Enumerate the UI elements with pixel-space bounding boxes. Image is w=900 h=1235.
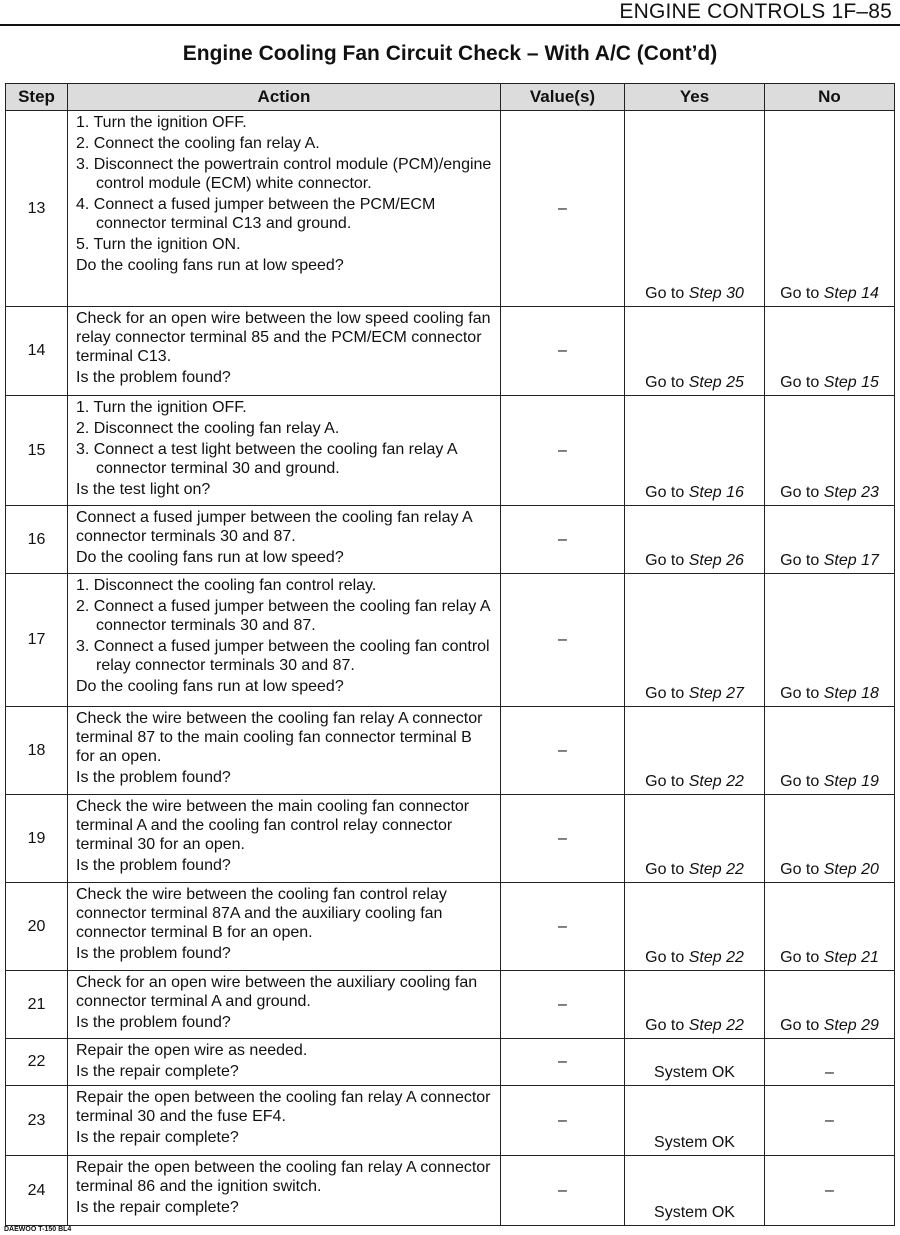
value-cell: –	[501, 574, 625, 707]
document-footer-code: DAEWOO T-150 BL4	[4, 1226, 72, 1233]
yes-step-ref: Step 26	[688, 552, 744, 569]
action-instruction: 2. Connect the cooling fan relay A.	[76, 135, 320, 152]
no-step-ref: Step 29	[823, 1017, 879, 1034]
header-rule	[0, 24, 900, 26]
action-instruction: Check the wire between the main cooling fan connector terminal A and the cooling fan control relay connector terminal 30 for an open.	[76, 798, 470, 853]
yes-step-ref: Step 22	[688, 949, 744, 966]
action-question: Do the cooling fans run at low speed?	[76, 257, 344, 274]
yes-cell	[625, 1156, 765, 1226]
yes-cell	[625, 883, 765, 971]
action-question: Is the repair complete?	[76, 1129, 239, 1146]
no-cell	[765, 707, 895, 795]
column-header-yes: Yes	[625, 84, 765, 111]
yes-cell	[625, 1039, 765, 1086]
value-cell: –	[501, 883, 625, 971]
no-prefix: –	[825, 1064, 834, 1081]
action-cell	[68, 971, 501, 1039]
yes-prefix: System OK	[654, 1064, 735, 1081]
yes-prefix: Go to	[645, 484, 689, 501]
yes-prefix: System OK	[654, 1204, 735, 1221]
no-cell	[765, 1086, 895, 1156]
action-instruction: Connect a fused jumper between the cooling fan relay A connector terminals 30 and 87.	[76, 509, 472, 545]
table-row	[6, 1086, 895, 1156]
action-instruction: 5. Turn the ignition ON.	[76, 236, 241, 253]
header-section-title: ENGINE CONTROLS 1F–85	[619, 0, 892, 23]
step-number: 19	[6, 795, 68, 883]
column-header-step: Step	[6, 84, 68, 111]
yes-cell	[625, 971, 765, 1039]
action-instruction: 1. Turn the ignition OFF.	[76, 399, 247, 416]
table-row	[6, 795, 895, 883]
action-instruction: Repair the open between the cooling fan relay A connector terminal 30 and the fuse EF4.	[76, 1089, 491, 1125]
yes-prefix: Go to	[645, 861, 689, 878]
value-cell: –	[501, 111, 625, 307]
action-instruction: 3. Connect a fused jumper between the cooling fan control relay connector terminals 30 and 87.	[76, 638, 490, 674]
action-instruction: 2. Disconnect the cooling fan relay A.	[76, 420, 340, 437]
no-prefix: Go to	[780, 861, 824, 878]
no-cell	[765, 1156, 895, 1226]
action-question: Is the problem found?	[76, 945, 231, 962]
no-cell	[765, 971, 895, 1039]
no-cell	[765, 506, 895, 574]
action-cell	[68, 795, 501, 883]
table-row	[6, 1039, 895, 1086]
step-number: 18	[6, 707, 68, 795]
yes-step-ref: Step 27	[688, 685, 744, 702]
no-step-ref: Step 21	[823, 949, 879, 966]
table-row	[6, 883, 895, 971]
action-instruction: 1. Turn the ignition OFF.	[76, 114, 247, 131]
no-cell	[765, 1039, 895, 1086]
page-header	[0, 0, 900, 26]
no-prefix: –	[825, 1181, 834, 1199]
yes-prefix: Go to	[645, 374, 689, 391]
table-row	[6, 307, 895, 396]
value-cell: –	[501, 506, 625, 574]
step-number: 16	[6, 506, 68, 574]
yes-cell	[625, 396, 765, 506]
action-cell	[68, 506, 501, 574]
no-step-ref: Step 20	[823, 861, 879, 878]
column-header-action: Action	[68, 84, 501, 111]
no-step-ref: Step 15	[823, 374, 879, 391]
yes-cell	[625, 707, 765, 795]
no-cell	[765, 574, 895, 707]
column-header-values: Value(s)	[501, 84, 625, 111]
step-number: 23	[6, 1086, 68, 1156]
yes-prefix: Go to	[645, 685, 689, 702]
page-title: Engine Cooling Fan Circuit Check – With A/C (Cont’d)	[182, 42, 718, 65]
value-cell: –	[501, 795, 625, 883]
yes-step-ref: Step 16	[688, 484, 744, 501]
no-prefix: Go to	[780, 484, 824, 501]
action-cell	[68, 1156, 501, 1226]
value-cell: –	[501, 307, 625, 396]
no-cell	[765, 795, 895, 883]
action-question: Is the problem found?	[76, 857, 231, 874]
yes-step-ref: Step 25	[688, 374, 744, 391]
no-step-ref: Step 18	[823, 685, 879, 702]
table-row	[6, 574, 895, 707]
no-step-ref: Step 17	[823, 552, 879, 569]
yes-step-ref: Step 22	[688, 861, 744, 878]
no-cell	[765, 307, 895, 396]
action-question: Is the repair complete?	[76, 1063, 239, 1080]
action-cell	[68, 1039, 501, 1086]
yes-prefix: Go to	[645, 1017, 689, 1034]
step-number: 20	[6, 883, 68, 971]
yes-cell	[625, 795, 765, 883]
action-cell	[68, 396, 501, 506]
no-prefix: Go to	[780, 552, 824, 569]
yes-prefix: Go to	[645, 285, 689, 302]
yes-cell	[625, 1086, 765, 1156]
step-number: 21	[6, 971, 68, 1039]
action-instruction: 1. Disconnect the cooling fan control relay.	[76, 577, 377, 594]
no-prefix: –	[825, 1111, 834, 1129]
action-question: Do the cooling fans run at low speed?	[76, 549, 344, 566]
action-cell	[68, 1086, 501, 1156]
action-instruction: Repair the open wire as needed.	[76, 1042, 308, 1059]
step-number: 14	[6, 307, 68, 396]
action-question: Is the problem found?	[76, 369, 231, 386]
yes-step-ref: Step 30	[688, 285, 744, 302]
no-step-ref: Step 19	[823, 773, 879, 790]
action-instruction: Check the wire between the cooling fan relay A connector terminal 87 to the main cooling fan connector terminal B for an open.	[76, 710, 483, 765]
action-question: Is the test light on?	[76, 481, 211, 498]
table-row	[6, 506, 895, 574]
no-prefix: Go to	[780, 773, 824, 790]
action-instruction: 2. Connect a fused jumper between the cooling fan relay A connector terminals 30 and 87.	[76, 598, 490, 634]
no-cell	[765, 883, 895, 971]
step-number: 24	[6, 1156, 68, 1226]
yes-prefix: Go to	[645, 552, 689, 569]
action-instruction: 3. Connect a test light between the cooling fan relay A connector terminal 30 and ground.	[76, 441, 457, 477]
diagnostic-table	[5, 83, 895, 1226]
table-row	[6, 111, 895, 307]
yes-prefix: System OK	[654, 1134, 735, 1151]
table-row	[6, 707, 895, 795]
yes-cell	[625, 307, 765, 396]
yes-cell	[625, 111, 765, 307]
action-question: Do the cooling fans run at low speed?	[76, 678, 344, 695]
table-header-row	[6, 84, 895, 111]
no-cell	[765, 396, 895, 506]
action-instruction: Check the wire between the cooling fan control relay connector terminal 87A and the auxiliary cooling fan connector terminal B for an open.	[76, 886, 447, 941]
action-cell	[68, 111, 501, 307]
action-cell	[68, 707, 501, 795]
no-step-ref: Step 23	[823, 484, 879, 501]
no-prefix: Go to	[780, 374, 824, 391]
action-cell	[68, 307, 501, 396]
action-instruction: Check for an open wire between the auxiliary cooling fan connector terminal A and ground.	[76, 974, 478, 1010]
no-cell	[765, 111, 895, 307]
action-instruction: Check for an open wire between the low speed cooling fan relay connector terminal 85 and the PCM/ECM connector terminal C13.	[76, 310, 491, 365]
value-cell: –	[501, 707, 625, 795]
action-instruction: 3. Disconnect the powertrain control module (PCM)/engine control module (ECM) white connector.	[76, 156, 492, 192]
table-row	[6, 971, 895, 1039]
column-header-no: No	[765, 84, 895, 111]
action-instruction: Repair the open between the cooling fan relay A connector terminal 86 and the ignition switch.	[76, 1159, 491, 1195]
value-cell: –	[501, 1156, 625, 1226]
action-cell	[68, 883, 501, 971]
yes-step-ref: Step 22	[688, 1017, 744, 1034]
step-number: 17	[6, 574, 68, 707]
step-number: 15	[6, 396, 68, 506]
no-prefix: Go to	[780, 1017, 824, 1034]
yes-prefix: Go to	[645, 949, 689, 966]
yes-cell	[625, 574, 765, 707]
step-number: 22	[6, 1039, 68, 1086]
no-prefix: Go to	[780, 949, 824, 966]
step-number: 13	[6, 111, 68, 307]
action-cell	[68, 574, 501, 707]
action-question: Is the problem found?	[76, 769, 231, 786]
table-row	[6, 1156, 895, 1226]
yes-prefix: Go to	[645, 773, 689, 790]
no-prefix: Go to	[780, 285, 824, 302]
value-cell: –	[501, 1086, 625, 1156]
no-prefix: Go to	[780, 685, 824, 702]
yes-step-ref: Step 22	[688, 773, 744, 790]
value-cell: –	[501, 971, 625, 1039]
no-step-ref: Step 14	[823, 285, 879, 302]
value-cell: –	[501, 1039, 625, 1086]
yes-cell	[625, 506, 765, 574]
action-question: Is the problem found?	[76, 1014, 231, 1031]
action-question: Is the repair complete?	[76, 1199, 239, 1216]
value-cell: –	[501, 396, 625, 506]
action-instruction: 4. Connect a fused jumper between the PCM/ECM connector terminal C13 and ground.	[76, 196, 436, 232]
table-row	[6, 396, 895, 506]
